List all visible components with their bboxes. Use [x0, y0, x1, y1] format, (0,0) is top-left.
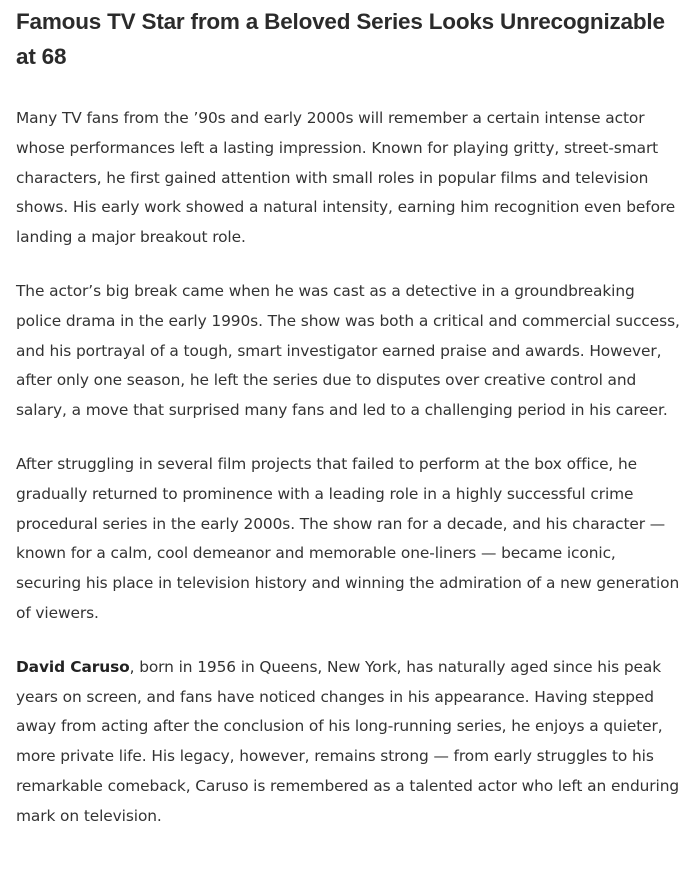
- article-paragraph-3: After struggling in several film projects that failed to perform at the box office, he gradually returned to prominence with a leading role in a highly successful crime procedural series in the early 2000s. The show ran for a decade, and his character — known for a calm, cool demeanor and memorable one-liners — became iconic, securing his place in television history and winning the admiration of a new generation of viewers.: [16, 454, 680, 622]
- article-headline: Famous TV Star from a Beloved Series Looks Unrecognizable at 68: [16, 9, 665, 69]
- article: [16, 0, 682, 832]
- article-paragraph-4: [16, 653, 682, 832]
- article-paragraph-2: The actor’s big break came when he was cast as a detective in a groundbreaking police drama in the early 1990s. The show was both a critical and commercial success, and his portrayal of a tough, smart investigator earned praise and awards. However, after only one season, he left the series due to disputes over creative control and salary, a move that surprised many fans and led to a challenging period in his career.: [16, 281, 680, 420]
- article-paragraph-4-text: , born in 1956 in Queens, New York, has naturally aged since his peak years on screen, and fans have noticed changes in his appearance. Having stepped away from acting after the conclusion of his long-running series, he enjoys a quieter, more private life. His legacy, however, remains strong — from early struggles to his remarkable comeback, Caruso is remembered as a talented actor who left an enduring mark on television.: [16, 657, 680, 825]
- article-paragraph-1: Many TV fans from the ’90s and early 2000s will remember a certain intense actor whose performances left a lasting impression. Known for playing gritty, street-smart characters, he first gained attention with small roles in popular films and television shows. His early work showed a natural intensity, earning him recognition even before landing a major breakout role.: [16, 109, 676, 247]
- actor-name: David Caruso: [16, 657, 130, 676]
